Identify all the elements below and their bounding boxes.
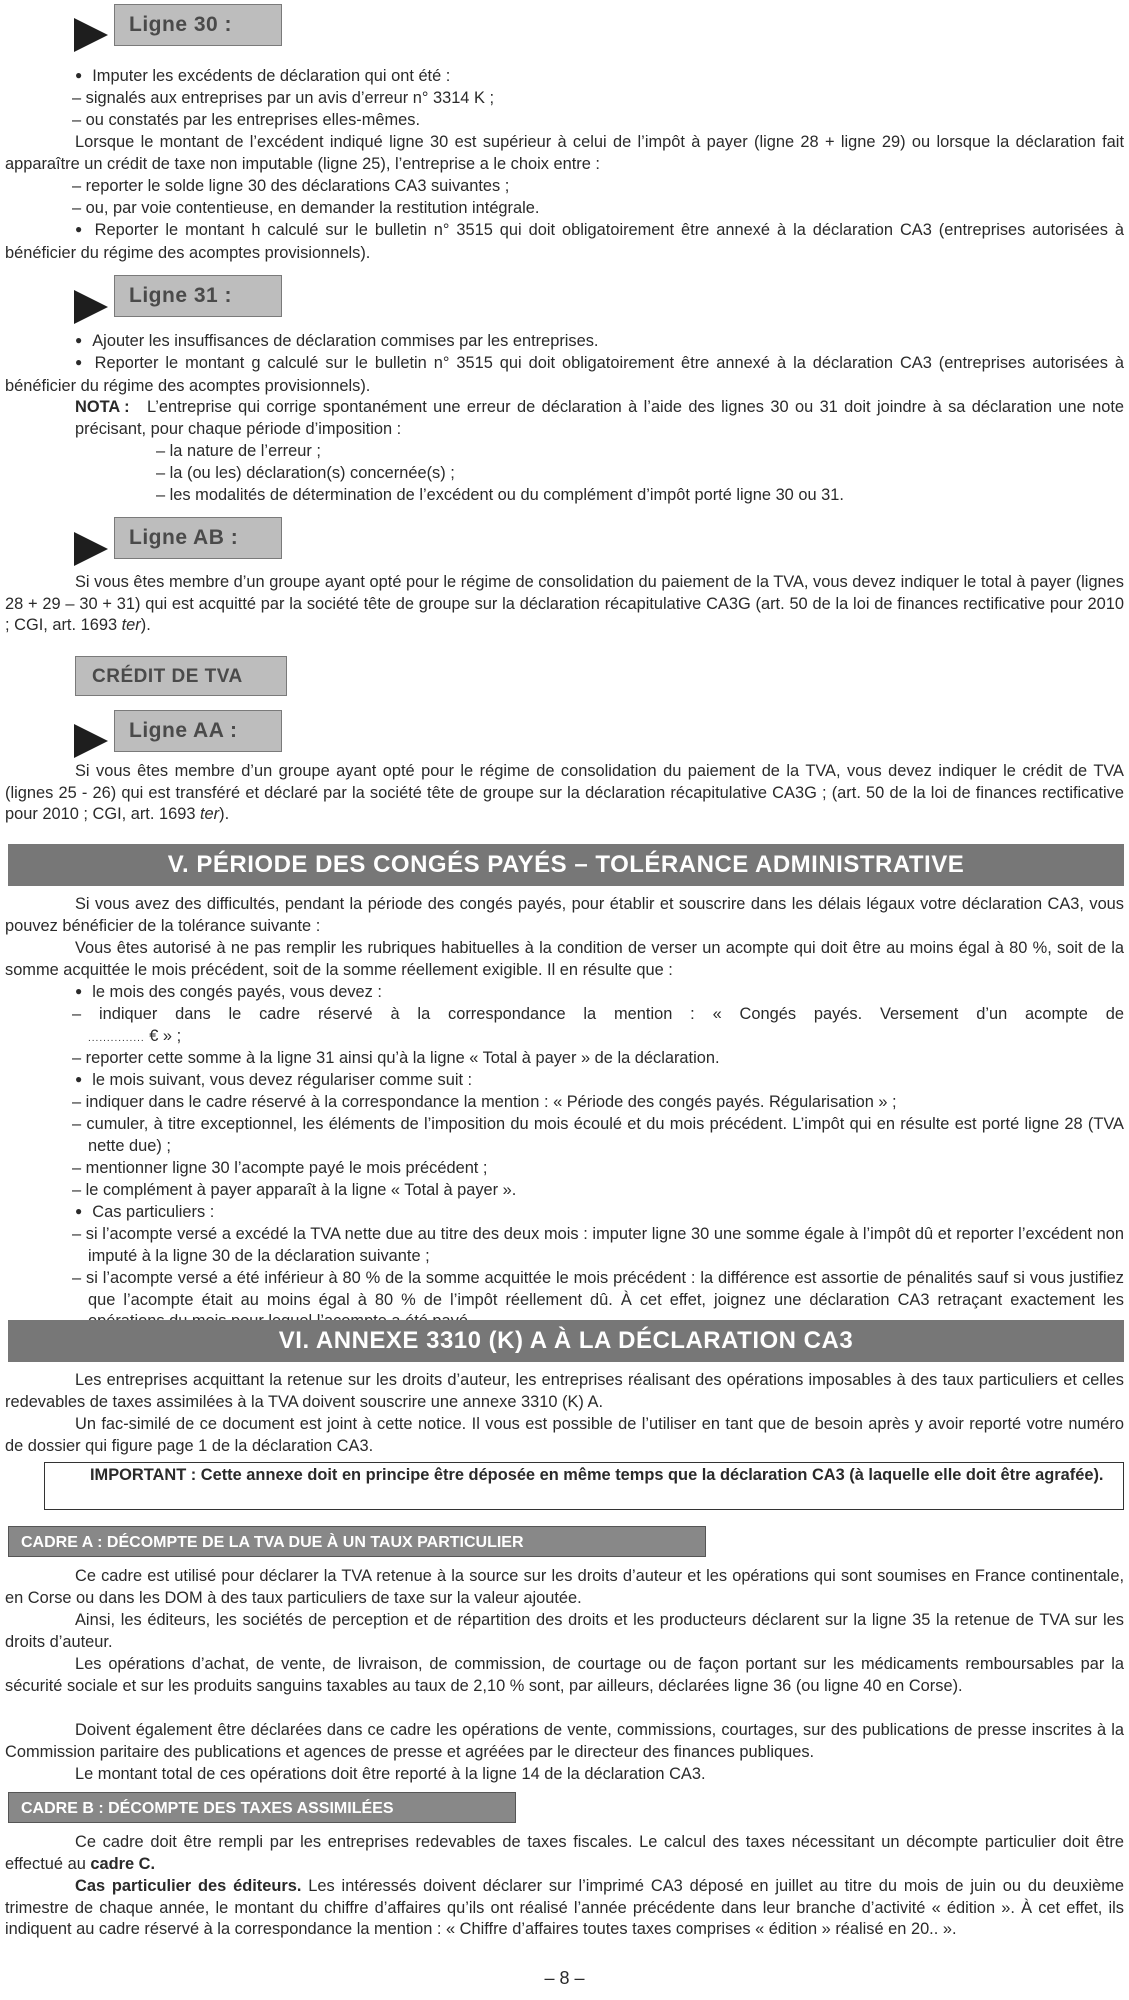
ligne-aa-text: Si vous êtes membre d’un groupe ayant opté pour le régime de consolidation du paiement de la TVA, vous devez indiquer le crédit de TVA (lignes 25 - 26) qui est transféré et déclaré par la société tête de groupe sur la déclaration récapitulative CA3G ; (art. 50 de la loi de finances rectificative pour 2010 ; CGI, art. 1693 ter). (5, 762, 1124, 824)
ligne-ab-text: Si vous êtes membre d’un groupe ayant opté pour le régime de consolidation du paiement de la TVA, vous devez indiquer le total à payer (lignes 28 + 29 – 30 + 31) qui est acquitté par la société tête de groupe sur la déclaration récapitulative CA3G (art. 50 de la loi de finances rectificative pour 2010 ; CGI, art. 1693 ter). (5, 573, 1124, 635)
l30-dash-4: – ou, par voie contentieuse, en demander la restitution intégrale. (72, 199, 540, 217)
ligne-30-label: Ligne 30 : (114, 4, 282, 46)
cadre-a-paragraph-4: Doivent également être déclarées dans ce cadre les opérations de vente, commissions, courtages, sur des publications de presse inscrites à la Commission paritaire des publications et agences de presse et agréées par le directeur des finances publiques. (5, 1721, 1124, 1761)
ligne-ab-label: Ligne AB : (114, 517, 282, 559)
important-text: IMPORTANT : Cette annexe doit en principe être déposée en même temps que la déclaration CA3 (à laquelle elle doit être agrafée). (90, 1466, 1104, 1484)
cadre-a-paragraph-2: Ainsi, les éditeurs, les sociétés de perception et de répartition des droits et les producteurs déclarent sur la ligne 35 la retenue de TVA sur les droits d’auteur. (5, 1611, 1124, 1651)
l30-bullet-2: ● Reporter le montant h calculé sur le bulletin n° 3515 qui doit obligatoirement être annexé à la déclaration CA3 (entreprises autorisées à bénéficier du régime des acomptes provisionnels). (5, 220, 1124, 264)
cadre-a-paragraph-3: Les opérations d’achat, de vente, de livraison, de commission, de courtage ou de façon portant sur les médicaments remboursables par la sécurité sociale et sur les produits sanguins taxables au taux de 2,10 % sont, par ailleurs, déclarées ligne 36 (ou ligne 40 en Corse). (5, 1655, 1124, 1695)
cadre-a-paragraph-5: Le montant total de ces opérations doit être reporté à la ligne 14 de la déclaration CA3. (75, 1765, 706, 1783)
arrow-right-icon (74, 532, 108, 566)
l30-dash-2: – ou constatés par les entreprises elles-mêmes. (72, 111, 421, 129)
s5-bullet-1: ● le mois des congés payés, vous devez : (75, 982, 382, 1005)
l30-dash-3: – reporter le solde ligne 30 des déclarations CA3 suivantes ; (72, 177, 510, 195)
credit-de-tva-label: CRÉDIT DE TVA (75, 656, 287, 696)
cadre-b-heading: CADRE B : DÉCOMPTE DES TAXES ASSIMILÉES (8, 1792, 516, 1823)
s5-dash-2: – reporter cette somme à la ligne 31 ainsi qu’à la ligne « Total à payer » de la déclaration. (72, 1049, 720, 1067)
section-v-heading: V. PÉRIODE DES CONGÉS PAYÉS – TOLÉRANCE ADMINISTRATIVE (8, 844, 1124, 886)
s5-paragraph-2: Vous êtes autorisé à ne pas remplir les rubriques habituelles à la condition de verser un acompte qui doit être au moins égal à 80 %, soit de la somme acquittée le mois précédent, soit de la somme réellement exigible. Il en résulte que : (5, 939, 1124, 979)
cadre-b-paragraph-2: Cas particulier des éditeurs. Les intéressés doivent déclarer sur l’imprimé CA3 déposé en juillet au titre du mois de juin ou du deuxième trimestre de chaque année, le montant du chiffre d’affaires qu’ils ont réalisé l’année précédente dans leur branche d’activité « édition ». À cet effet, ils indiquent au cadre réservé à la correspondance la mention : « Chiffre d’affaires toutes taxes comprises « édition » réalisé en 20.. ». (5, 1877, 1124, 1939)
s5-bullet-2: ● le mois suivant, vous devez régulariser comme suit : (75, 1070, 472, 1093)
s5-dash-8: – si l’acompte versé a été inférieur à 80 % de la somme acquittée le mois précédent : la différence est assortie de pénalités sauf si vous justifiez que l’acompte était au moins égal à 80 % de l’impôt réellement dû. À cet effet, joignez une déclaration CA3 retraçant exactement les (72, 1269, 1124, 1309)
arrow-right-icon (74, 290, 108, 324)
s6-paragraph-1: Les entreprises acquittant la retenue sur les droits d’auteur, les entreprises réalisant des opérations imposables à des taux particuliers et celles redevables de taxes assimilées à la TVA doivent souscrire une annexe 3310 (K) A. (5, 1371, 1124, 1411)
l31-bullet-1: ● Ajouter les insuffisances de déclaration commises par les entreprises. (75, 331, 598, 354)
page-number: – 8 – (544, 1968, 585, 1988)
s5-paragraph-1: Si vous avez des difficultés, pendant la période des congés payés, pour établir et souscrire dans les délais légaux votre déclaration CA3, vous pouvez bénéficier de la tolérance suivante : (5, 895, 1124, 935)
l30-bullet-1: ● Imputer les excédents de déclaration qui ont été : (75, 66, 450, 89)
ligne-31-label: Ligne 31 : (114, 275, 282, 317)
s5-bullet-3: ● Cas particuliers : (75, 1202, 214, 1225)
section-vi-heading: VI. ANNEXE 3310 (K) A À LA DÉCLARATION CA3 (8, 1320, 1124, 1362)
nota-label: NOTA : (75, 398, 130, 416)
arrow-right-icon (74, 724, 108, 758)
l30-paragraph: Lorsque le montant de l’excédent indiqué ligne 30 est supérieur à celui de l’impôt à payer (ligne 28 + ligne 29) ou lorsque la déclaration fait apparaître un crédit de taxe non imputable (ligne 25), l’entreprise a le choix entre : (5, 133, 1124, 173)
s5-dash-3: – indiquer dans le cadre réservé à la correspondance la mention : « Période des congés payés. Régularisation » ; (72, 1093, 897, 1111)
s5-dash-1-end: ............... € » ; (88, 1027, 182, 1045)
nota-item-1: – la nature de l’erreur ; (156, 442, 321, 460)
cadre-a-paragraph-1: Ce cadre est utilisé pour déclarer la TVA retenue à la source sur les droits d’auteur et les opérations qui sont soumises en France continentale, en Corse ou dans les DOM à des taux particuliers de taxe sur la valeur ajoutée. (5, 1567, 1124, 1607)
s5-dash-6: – le complément à payer apparaît à la ligne « Total à payer ». (72, 1181, 517, 1199)
nota-text: L’entreprise qui corrige spontanément une erreur de déclaration à l’aide des lignes 30 ou 31 doit joindre à sa déclaration une note précisant, pour chaque période d’imposition : (75, 398, 1124, 438)
s5-dash-1: – indiquer dans le cadre réservé à la correspondance la mention : « Congés payés. Versement d’un acompte de (72, 1005, 1124, 1023)
s5-dash-7: – si l’acompte versé a excédé la TVA nette due au titre des deux mois : imputer ligne 30 une somme égale à l’impôt dû et reporter l’excédent non imputé à la ligne 30 de la déclaration suivante ; (72, 1225, 1124, 1265)
s6-paragraph-2: Un fac-similé de ce document est joint à cette notice. Il vous est possible de l’utiliser en tant que de besoin après y avoir reporté votre numéro de dossier qui figure page 1 de la déclaration CA3. (5, 1415, 1124, 1455)
l30-dash-1: – signalés aux entreprises par un avis d’erreur n° 3314 K ; (72, 89, 495, 107)
nota-item-3: – les modalités de détermination de l’excédent ou du complément d’impôt porté ligne 30 ou 31. (156, 486, 844, 504)
s5-dash-5: – mentionner ligne 30 l’acompte payé le mois précédent ; (72, 1159, 488, 1177)
nota-item-2: – la (ou les) déclaration(s) concernée(s) ; (156, 464, 455, 482)
cadre-b-paragraph-1: Ce cadre doit être rempli par les entreprises redevables de taxes fiscales. Le calcul des taxes nécessitant un décompte particulier doit être effectué au cadre C. (5, 1833, 1124, 1873)
l31-bullet-2: ● Reporter le montant g calculé sur le bulletin n° 3515 qui doit obligatoirement être annexé à la déclaration CA3 (entreprises autorisées à bénéficier du régime des acomptes provisionnels). (5, 353, 1124, 397)
s5-dash-4: – cumuler, à titre exceptionnel, les éléments de l’imposition du mois écoulé et du mois précédent. L’impôt qui en résulte est porté ligne 28 (TVA nette due) ; (72, 1115, 1124, 1155)
cadre-a-heading: CADRE A : DÉCOMPTE DE LA TVA DUE À UN TAUX PARTICULIER (8, 1526, 706, 1557)
arrow-right-icon (74, 18, 108, 52)
ligne-aa-label: Ligne AA : (114, 710, 282, 752)
